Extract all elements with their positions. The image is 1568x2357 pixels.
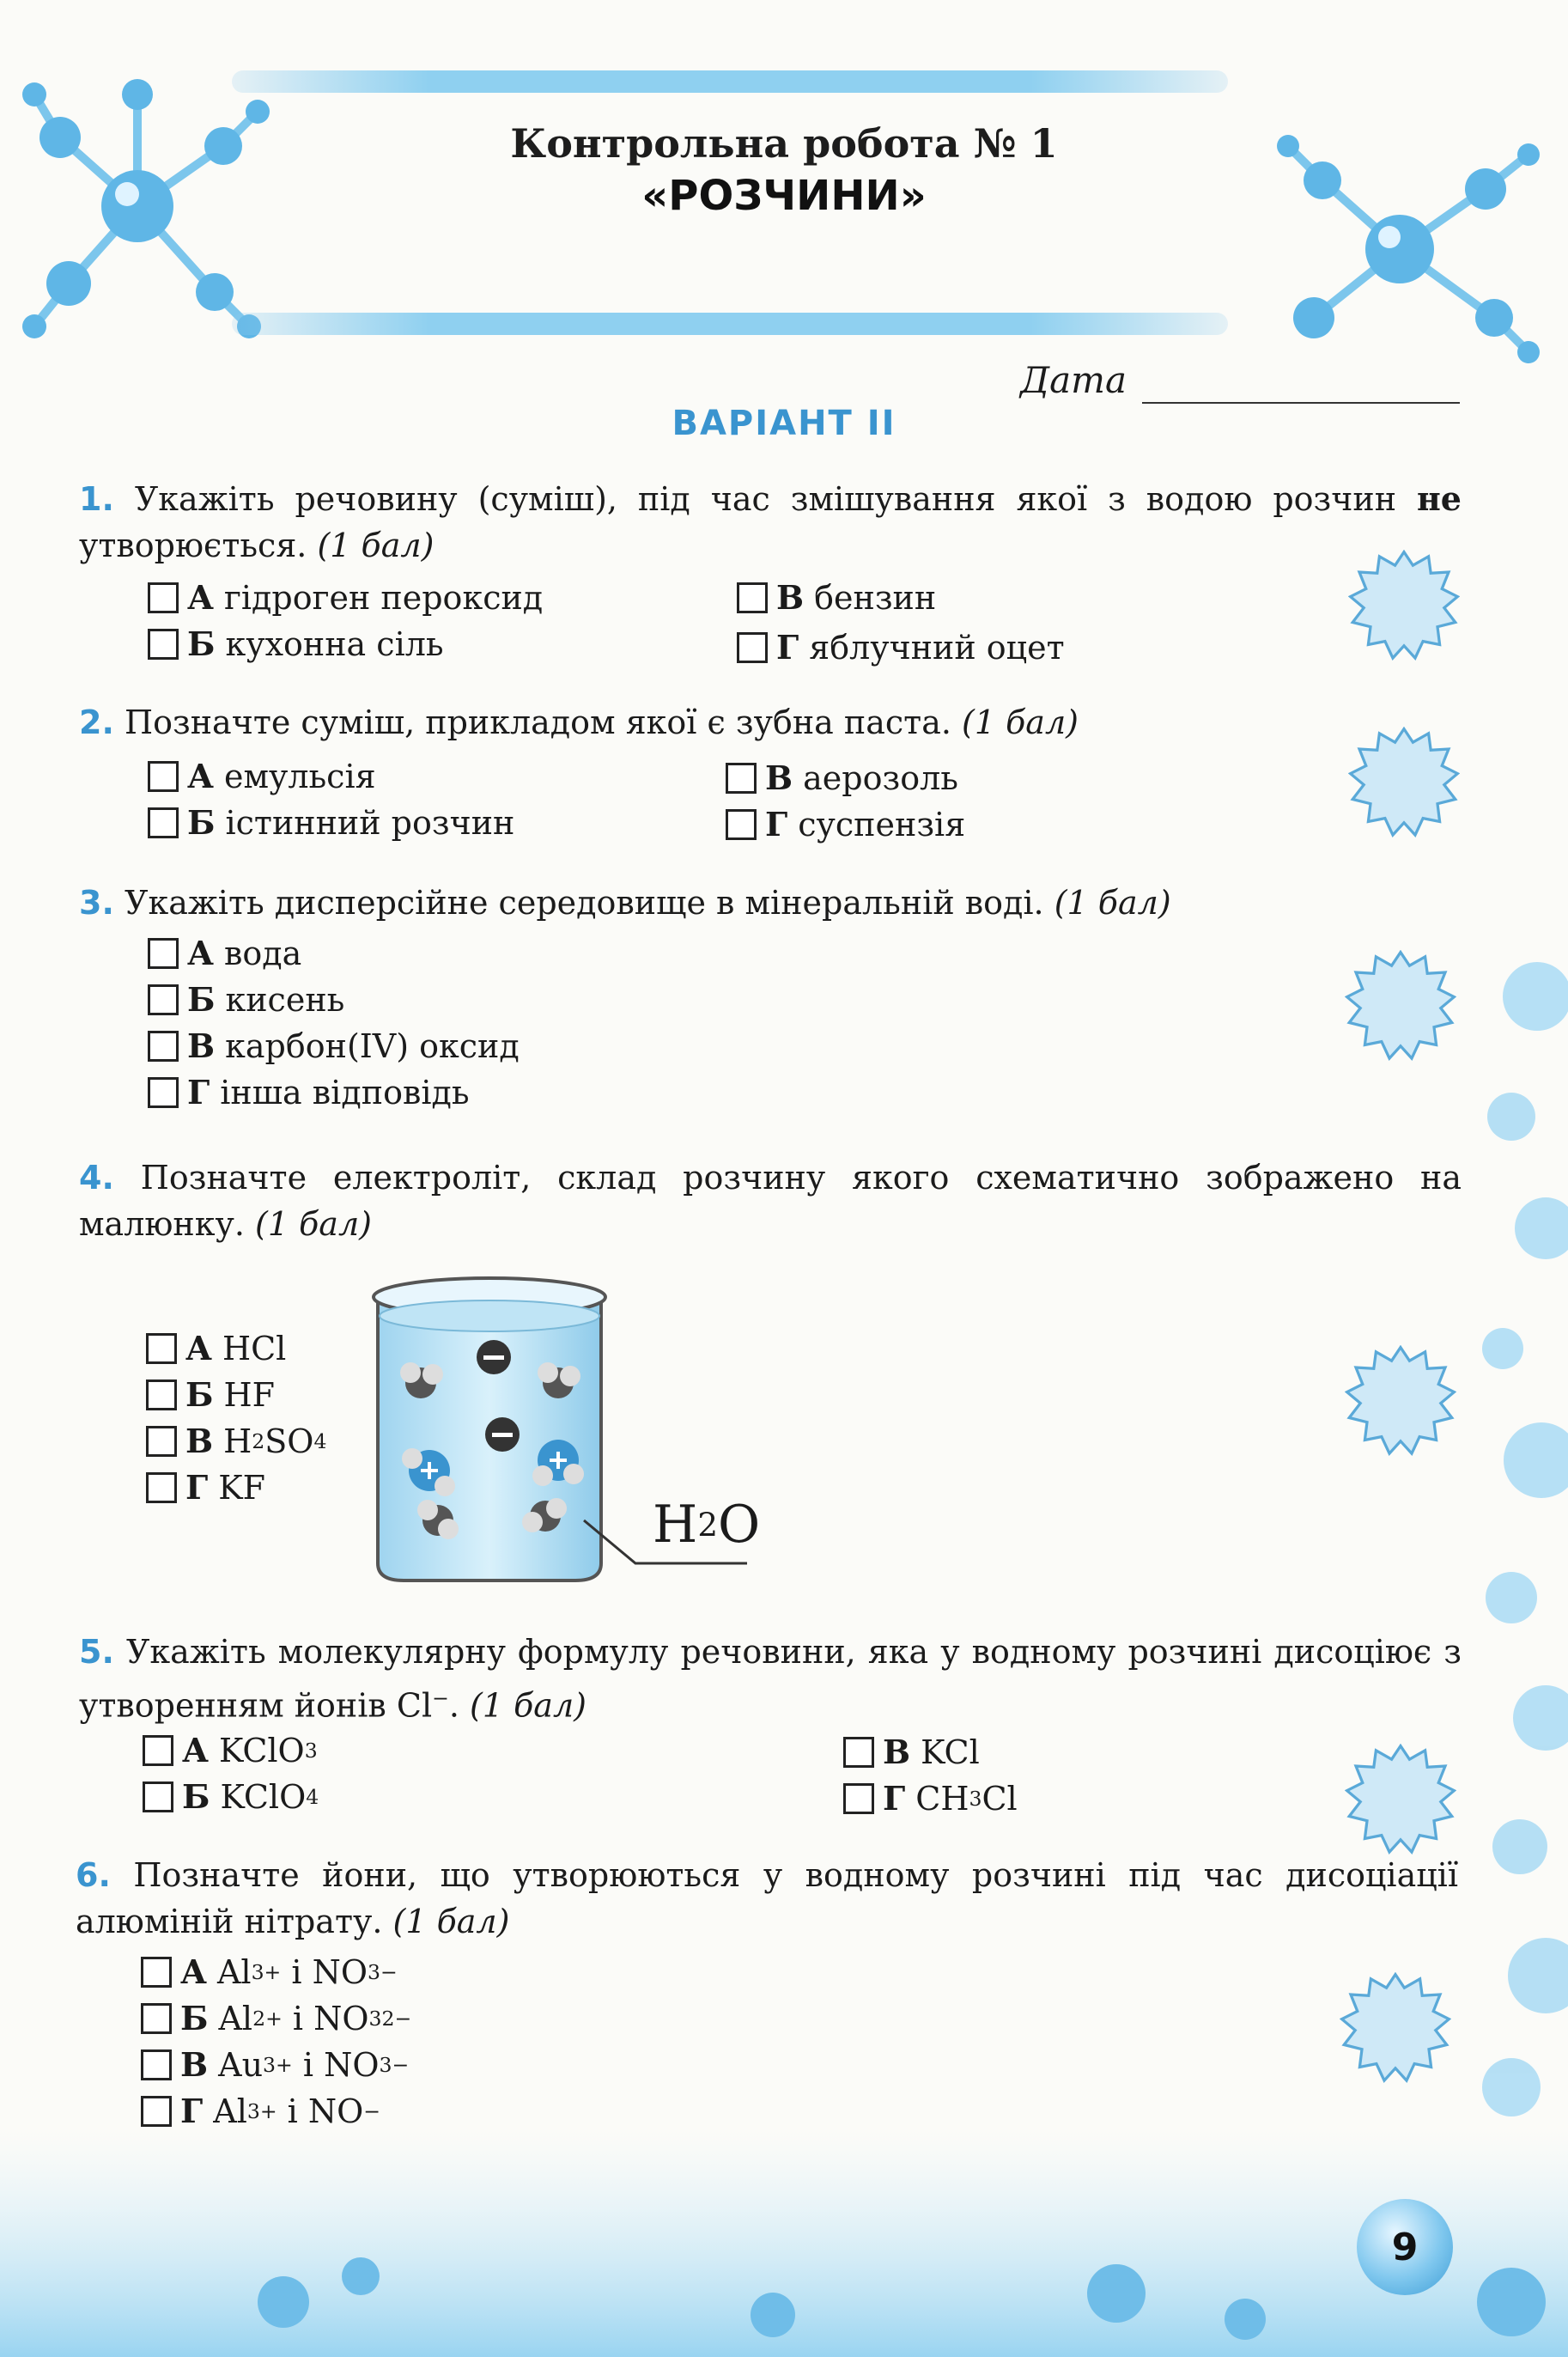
- checkbox[interactable]: [148, 761, 179, 792]
- checkbox[interactable]: [141, 2003, 172, 2034]
- option-6b[interactable]: Б Al 2+ і NO 3 2−: [141, 1996, 411, 2041]
- checkbox[interactable]: [148, 1077, 179, 1108]
- option-2b[interactable]: Б істинний розчин: [148, 801, 514, 845]
- question-number: 2.: [79, 703, 114, 741]
- score-star-icon[interactable]: [1348, 550, 1460, 661]
- points: (1 бал): [317, 527, 435, 564]
- question-number: 4.: [79, 1159, 114, 1197]
- option-1g[interactable]: Г яблучний оцет: [737, 625, 1065, 670]
- score-star-icon[interactable]: [1348, 727, 1460, 838]
- score-star-icon[interactable]: [1345, 950, 1456, 1062]
- score-star-icon[interactable]: [1345, 1744, 1456, 1855]
- checkbox[interactable]: [146, 1333, 177, 1364]
- option-5v[interactable]: В KCl: [843, 1730, 980, 1775]
- checkbox[interactable]: [148, 1031, 179, 1062]
- option-6v[interactable]: В Au 3+ і NO 3 −: [141, 2043, 409, 2087]
- option-5a[interactable]: А KClO 3: [143, 1728, 318, 1773]
- question-5: 5. Укажіть молекулярну формулу речовини, яка у водному розчині дисоціює з утворенням йонів Cl−. (1 бал): [79, 1633, 1462, 1725]
- checkbox[interactable]: [737, 632, 768, 663]
- option-4a[interactable]: А HCl: [146, 1326, 286, 1371]
- checkbox[interactable]: [148, 984, 179, 1015]
- option-6a[interactable]: А Al 3+ і NO 3 −: [141, 1950, 398, 1995]
- checkbox[interactable]: [141, 2049, 172, 2080]
- option-2v[interactable]: В аерозоль: [726, 756, 958, 801]
- option-1v[interactable]: В бензин: [737, 576, 936, 620]
- checkbox[interactable]: [141, 2096, 172, 2127]
- question-number: 5.: [79, 1633, 114, 1671]
- header-bar-bottom: [232, 313, 1228, 335]
- checkbox[interactable]: [148, 629, 179, 660]
- option-3b[interactable]: Б кисень: [148, 978, 344, 1022]
- option-2a[interactable]: А емульсія: [148, 754, 376, 799]
- question-4: 4. Позначте електроліт, склад розчину якого схематично зображено на малюнку. (1 бал): [79, 1159, 1462, 1243]
- page-title: Контрольна робота № 1: [510, 120, 1058, 167]
- date-label: Дата: [1020, 359, 1127, 401]
- option-3a[interactable]: А вода: [148, 931, 301, 976]
- checkbox[interactable]: [148, 938, 179, 969]
- checkbox[interactable]: [146, 1472, 177, 1503]
- page-subtitle: «РОЗЧИНИ»: [641, 172, 927, 220]
- checkbox[interactable]: [148, 807, 179, 838]
- points: (1 бал): [1054, 884, 1171, 922]
- water-surface: [380, 1300, 599, 1331]
- question-1: 1. Укажіть речовину (суміш), під час змішування якої з водою розчин не утворюється. (1 бал): [79, 479, 1462, 564]
- checkbox[interactable]: [726, 763, 757, 794]
- score-star-icon[interactable]: [1340, 1972, 1451, 2084]
- checkbox[interactable]: [146, 1379, 177, 1410]
- question-2: 2. Позначте суміш, прикладом якої є зубна паста. (1 бал): [79, 703, 1079, 741]
- header-bar-top: [232, 70, 1228, 93]
- checkbox[interactable]: [737, 582, 768, 613]
- checkbox[interactable]: [143, 1735, 173, 1766]
- question-3: 3. Укажіть дисперсійне середовище в мінеральній воді. (1 бал): [79, 884, 1171, 922]
- checkbox[interactable]: [148, 582, 179, 613]
- option-4b[interactable]: Б HF: [146, 1373, 275, 1417]
- option-1b[interactable]: Б кухонна сіль: [148, 622, 444, 667]
- question-number: 1.: [79, 480, 114, 518]
- option-2g[interactable]: Г суспензія: [726, 802, 965, 847]
- checkbox[interactable]: [146, 1426, 177, 1457]
- checkbox[interactable]: [843, 1737, 874, 1768]
- molecule-decoration-side: [1460, 945, 1568, 2147]
- points: (1 бал): [470, 1686, 586, 1725]
- question-number: 6.: [76, 1856, 111, 1894]
- variant-heading: ВАРІАНТ II: [672, 404, 896, 443]
- option-1a[interactable]: А гідроген пероксид: [148, 576, 543, 620]
- points: (1 бал): [962, 703, 1079, 741]
- question-6: 6. Позначте йони, що утворюються у водному розчині під час дисоціації алюміній нітрату. (1 бал): [76, 1856, 1458, 1940]
- checkbox[interactable]: [726, 809, 757, 840]
- checkbox[interactable]: [141, 1957, 172, 1988]
- points: (1 бал): [255, 1205, 372, 1243]
- option-4v[interactable]: В H 2 SO 4: [146, 1419, 326, 1464]
- points: (1 бал): [392, 1903, 510, 1940]
- option-3g[interactable]: Г інша відповідь: [148, 1070, 470, 1115]
- checkbox[interactable]: [143, 1781, 173, 1812]
- option-3v[interactable]: В карбон(IV) оксид: [148, 1024, 520, 1069]
- molecule-decoration-bottom: [0, 2130, 1568, 2357]
- option-4g[interactable]: Г KF: [146, 1465, 265, 1510]
- question-number: 3.: [79, 884, 114, 922]
- score-star-icon[interactable]: [1345, 1345, 1456, 1457]
- option-6g[interactable]: Г Al 3+ і NO −: [141, 2089, 380, 2134]
- checkbox[interactable]: [843, 1783, 874, 1814]
- option-5b[interactable]: Б KClO 4: [143, 1775, 319, 1819]
- page-number: 9: [1357, 2199, 1453, 2295]
- option-5g[interactable]: Г CH 3 Cl: [843, 1776, 1018, 1821]
- water-label: H 2 O: [653, 1495, 761, 1555]
